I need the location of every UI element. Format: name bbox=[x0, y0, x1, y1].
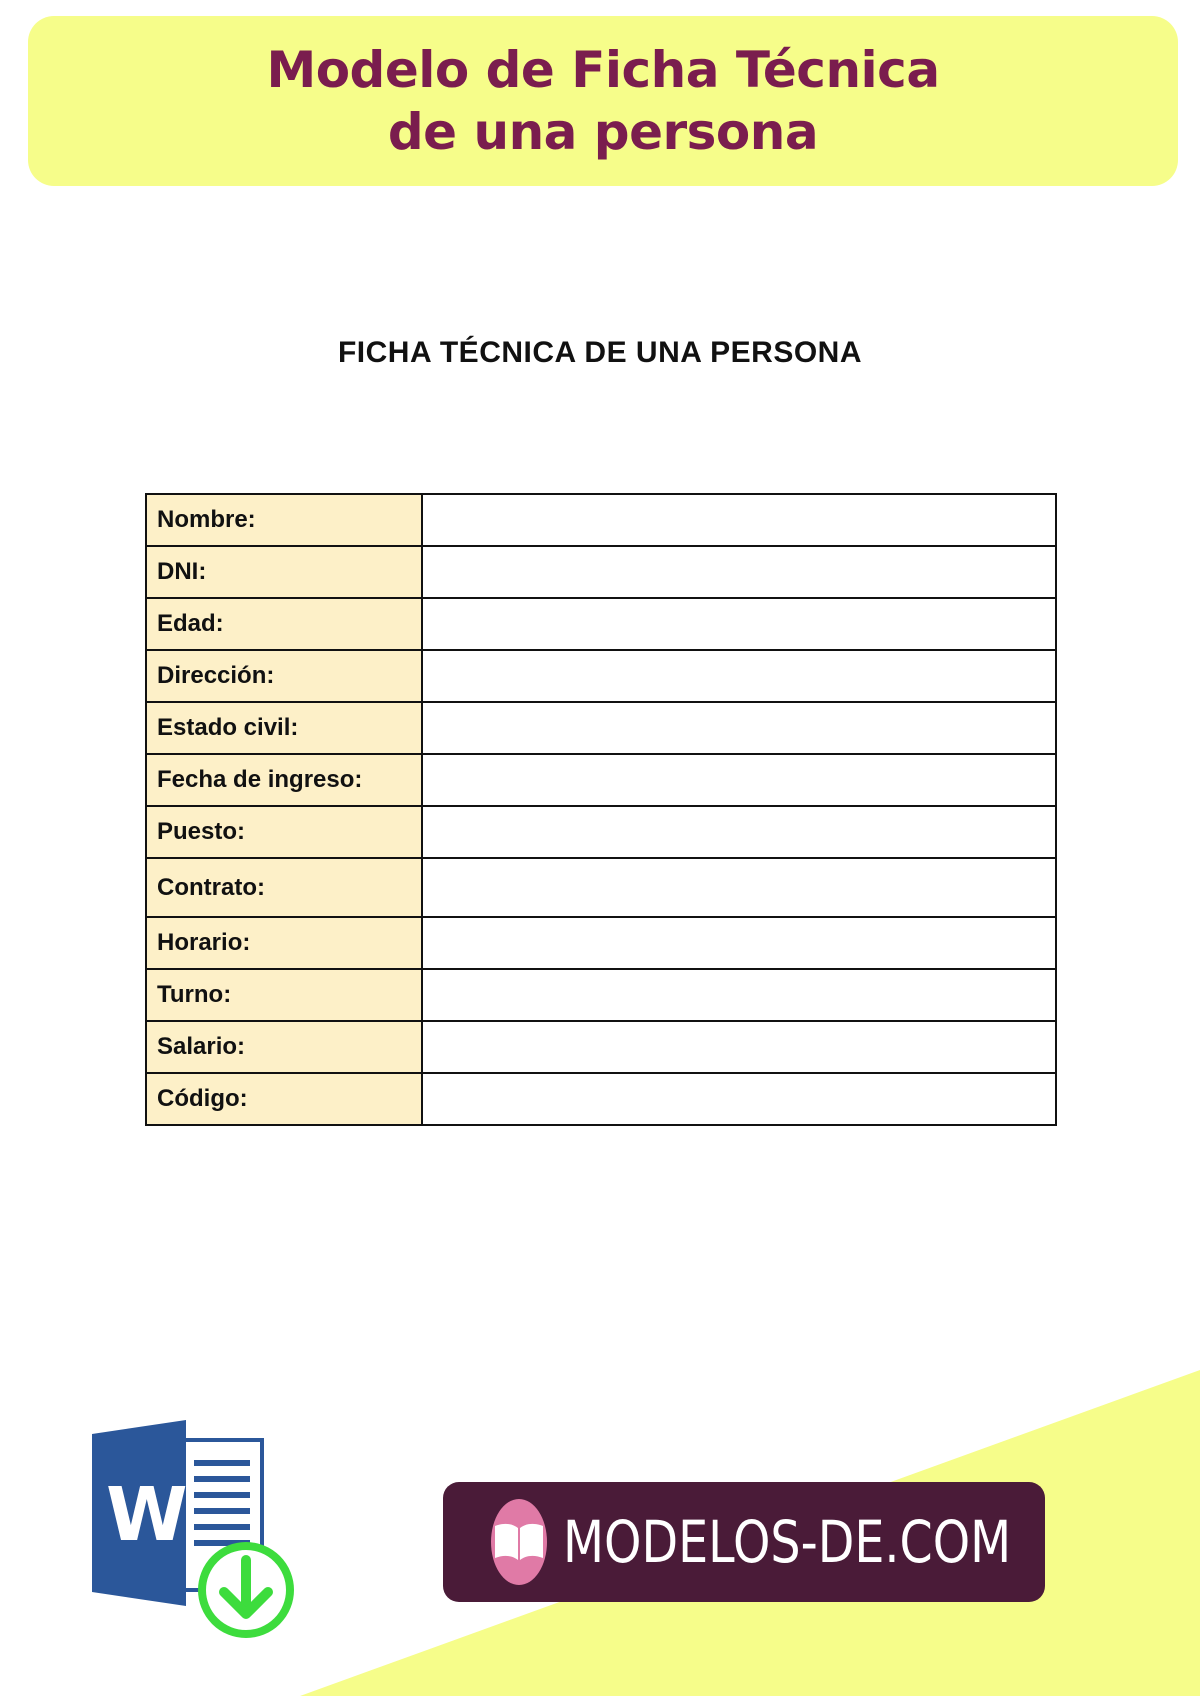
field-label: Código: bbox=[146, 1073, 422, 1125]
open-book-icon bbox=[491, 1499, 547, 1585]
svg-text:W: W bbox=[106, 1472, 188, 1558]
field-label: DNI: bbox=[146, 546, 422, 598]
field-label: Edad: bbox=[146, 598, 422, 650]
word-download-icon[interactable] bbox=[90, 1420, 310, 1660]
field-label: Salario: bbox=[146, 1021, 422, 1073]
table-row bbox=[146, 494, 1056, 546]
field-value[interactable] bbox=[422, 546, 1056, 598]
table-row bbox=[146, 546, 1056, 598]
brand-text: MODELOS-DE.COM bbox=[563, 1508, 1012, 1576]
field-label: Estado civil: bbox=[146, 702, 422, 754]
field-value[interactable] bbox=[422, 969, 1056, 1021]
table-row bbox=[146, 806, 1056, 858]
field-value[interactable] bbox=[422, 858, 1056, 917]
document-title: FICHA TÉCNICA DE UNA PERSONA bbox=[337, 336, 862, 369]
table-row bbox=[146, 917, 1056, 969]
field-value[interactable] bbox=[422, 650, 1056, 702]
field-value[interactable] bbox=[422, 1021, 1056, 1073]
header-banner bbox=[28, 16, 1178, 186]
brand-logo[interactable] bbox=[443, 1482, 1045, 1602]
field-label: Nombre: bbox=[146, 494, 422, 546]
table-row bbox=[146, 702, 1056, 754]
field-value[interactable] bbox=[422, 1073, 1056, 1125]
table-row bbox=[146, 969, 1056, 1021]
field-value[interactable] bbox=[422, 806, 1056, 858]
table-row bbox=[146, 858, 1056, 917]
field-label: Dirección: bbox=[146, 650, 422, 702]
field-value[interactable] bbox=[422, 917, 1056, 969]
field-value[interactable] bbox=[422, 494, 1056, 546]
table-row bbox=[146, 1021, 1056, 1073]
header-title-line1: Modelo de Ficha Técnica bbox=[266, 41, 940, 99]
field-value[interactable] bbox=[422, 598, 1056, 650]
field-value[interactable] bbox=[422, 702, 1056, 754]
field-label: Fecha de ingreso: bbox=[146, 754, 422, 806]
field-label: Turno: bbox=[146, 969, 422, 1021]
field-value[interactable] bbox=[422, 754, 1056, 806]
table-row bbox=[146, 650, 1056, 702]
field-label: Horario: bbox=[146, 917, 422, 969]
table-row bbox=[146, 1073, 1056, 1125]
header-title-line2: de una persona bbox=[387, 103, 819, 161]
table-row bbox=[146, 754, 1056, 806]
field-label: Puesto: bbox=[146, 806, 422, 858]
field-label: Contrato: bbox=[146, 858, 422, 917]
table-row bbox=[146, 598, 1056, 650]
ficha-table bbox=[145, 493, 1057, 1126]
